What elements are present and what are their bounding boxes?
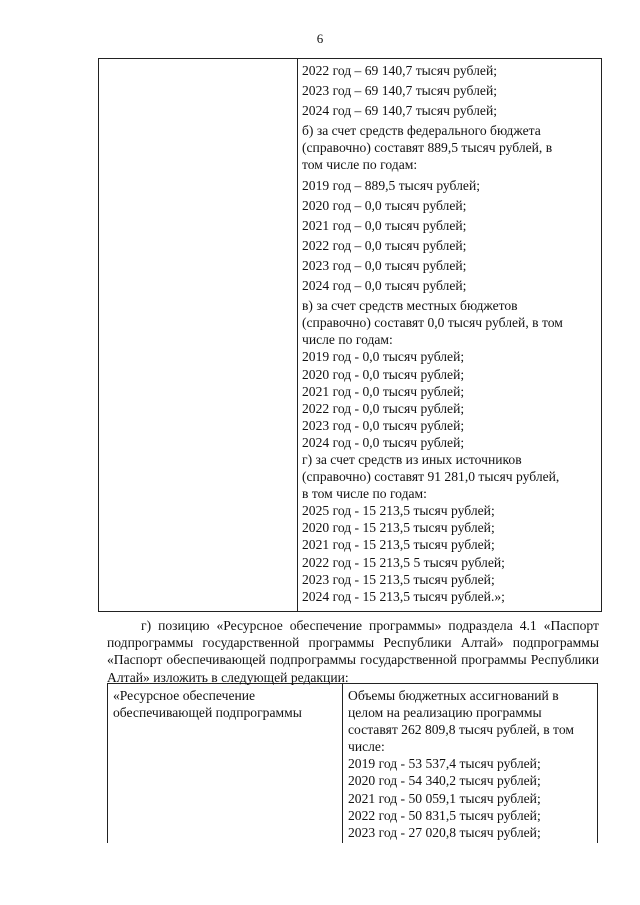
resource-table <box>107 683 598 843</box>
table-line: (справочно) составят 0,0 тысяч рублей, в том <box>302 315 563 331</box>
table-line: том числе по годам: <box>302 157 418 173</box>
resource-label-cell <box>113 687 338 721</box>
table-column-divider <box>342 684 343 843</box>
table-line: 2023 год - 0,0 тысяч рублей; <box>302 417 465 433</box>
table-line: 2023 год - 15 213,5 тысяч рублей; <box>302 571 495 587</box>
page-number: 6 <box>316 31 324 46</box>
table-line: 2020 год - 54 340,2 тысяч рублей; <box>348 773 541 789</box>
table-line: 2019 год – 889,5 тысяч рублей; <box>302 177 480 193</box>
table-line: г) за счет средств из иных источников <box>302 451 522 467</box>
table-column-divider <box>297 59 298 611</box>
table-line: (справочно) составят 889,5 тысяч рублей, в <box>302 140 553 156</box>
table-line: целом на реализацию программы <box>348 705 542 721</box>
table-line: 2021 год - 0,0 тысяч рублей; <box>302 383 465 399</box>
amendment-paragraph <box>107 617 599 686</box>
table-line: 2024 год – 69 140,7 тысяч рублей; <box>302 103 497 119</box>
table-line: «Ресурсное обеспечение <box>113 688 256 703</box>
table-line: 2025 год - 15 213,5 тысяч рублей; <box>302 503 495 519</box>
table-line: 2020 год - 15 213,5 тысяч рублей; <box>302 520 495 536</box>
table-line: числе: <box>348 739 385 755</box>
funding-details-cell <box>302 62 597 605</box>
table-line: (справочно) составят 91 281,0 тысяч рублей, <box>302 469 560 485</box>
amendment-paragraph-text: г) позицию «Ресурсное обеспечение программы» подраздела 4.1 «Паспорт подпрограммы государственной программы Республики Алтай» подпрограммы «Паспорт обеспечивающей подпрограммы государственной программы Республики Алтай» изложить в следующей редакции: <box>107 618 599 685</box>
table-line: 2024 год – 0,0 тысяч рублей; <box>302 278 467 294</box>
table-line: 2022 год – 69 140,7 тысяч рублей; <box>302 63 497 78</box>
table-line: 2022 год – 0,0 тысяч рублей; <box>302 237 467 253</box>
table-line: 2024 год - 15 213,5 тысяч рублей.»; <box>302 588 505 604</box>
table-line: составят 262 809,8 тысяч рублей, в том <box>348 722 574 738</box>
table-line: 2021 год - 50 059,1 тысяч рублей; <box>348 790 541 806</box>
table-line: 2020 год - 0,0 тысяч рублей; <box>302 366 465 382</box>
table-line: Объемы бюджетных ассигнований в <box>348 688 559 703</box>
table-line: 2023 год - 27 020,8 тысяч рублей; <box>348 824 541 840</box>
table-line: в) за счет средств местных бюджетов <box>302 298 518 314</box>
table-line: 2020 год – 0,0 тысяч рублей; <box>302 197 467 213</box>
table-line: 2023 год – 0,0 тысяч рублей; <box>302 257 467 273</box>
table-line: 2022 год - 15 213,5 5 тысяч рублей; <box>302 554 505 570</box>
table-line: 2022 год - 50 831,5 тысяч рублей; <box>348 807 541 823</box>
table-line: обеспечивающей подпрограммы <box>113 705 302 721</box>
table-line: 2023 год – 69 140,7 тысяч рублей; <box>302 83 497 99</box>
table-line: в том числе по годам: <box>302 486 427 502</box>
table-line: 2019 год - 0,0 тысяч рублей; <box>302 349 465 365</box>
table-line: б) за счет средств федерального бюджета <box>302 123 541 139</box>
table-line: 2024 год - 0,0 тысяч рублей; <box>302 434 465 450</box>
table-line: 2021 год – 0,0 тысяч рублей; <box>302 217 467 233</box>
table-line: 2019 год - 53 537,4 тысяч рублей; <box>348 756 541 772</box>
table-line: 2021 год - 15 213,5 тысяч рублей; <box>302 537 495 553</box>
table-line: числе по годам: <box>302 332 393 348</box>
resource-value-cell <box>348 687 593 841</box>
funding-table-continued <box>98 58 602 612</box>
table-line: 2022 год - 0,0 тысяч рублей; <box>302 400 465 416</box>
